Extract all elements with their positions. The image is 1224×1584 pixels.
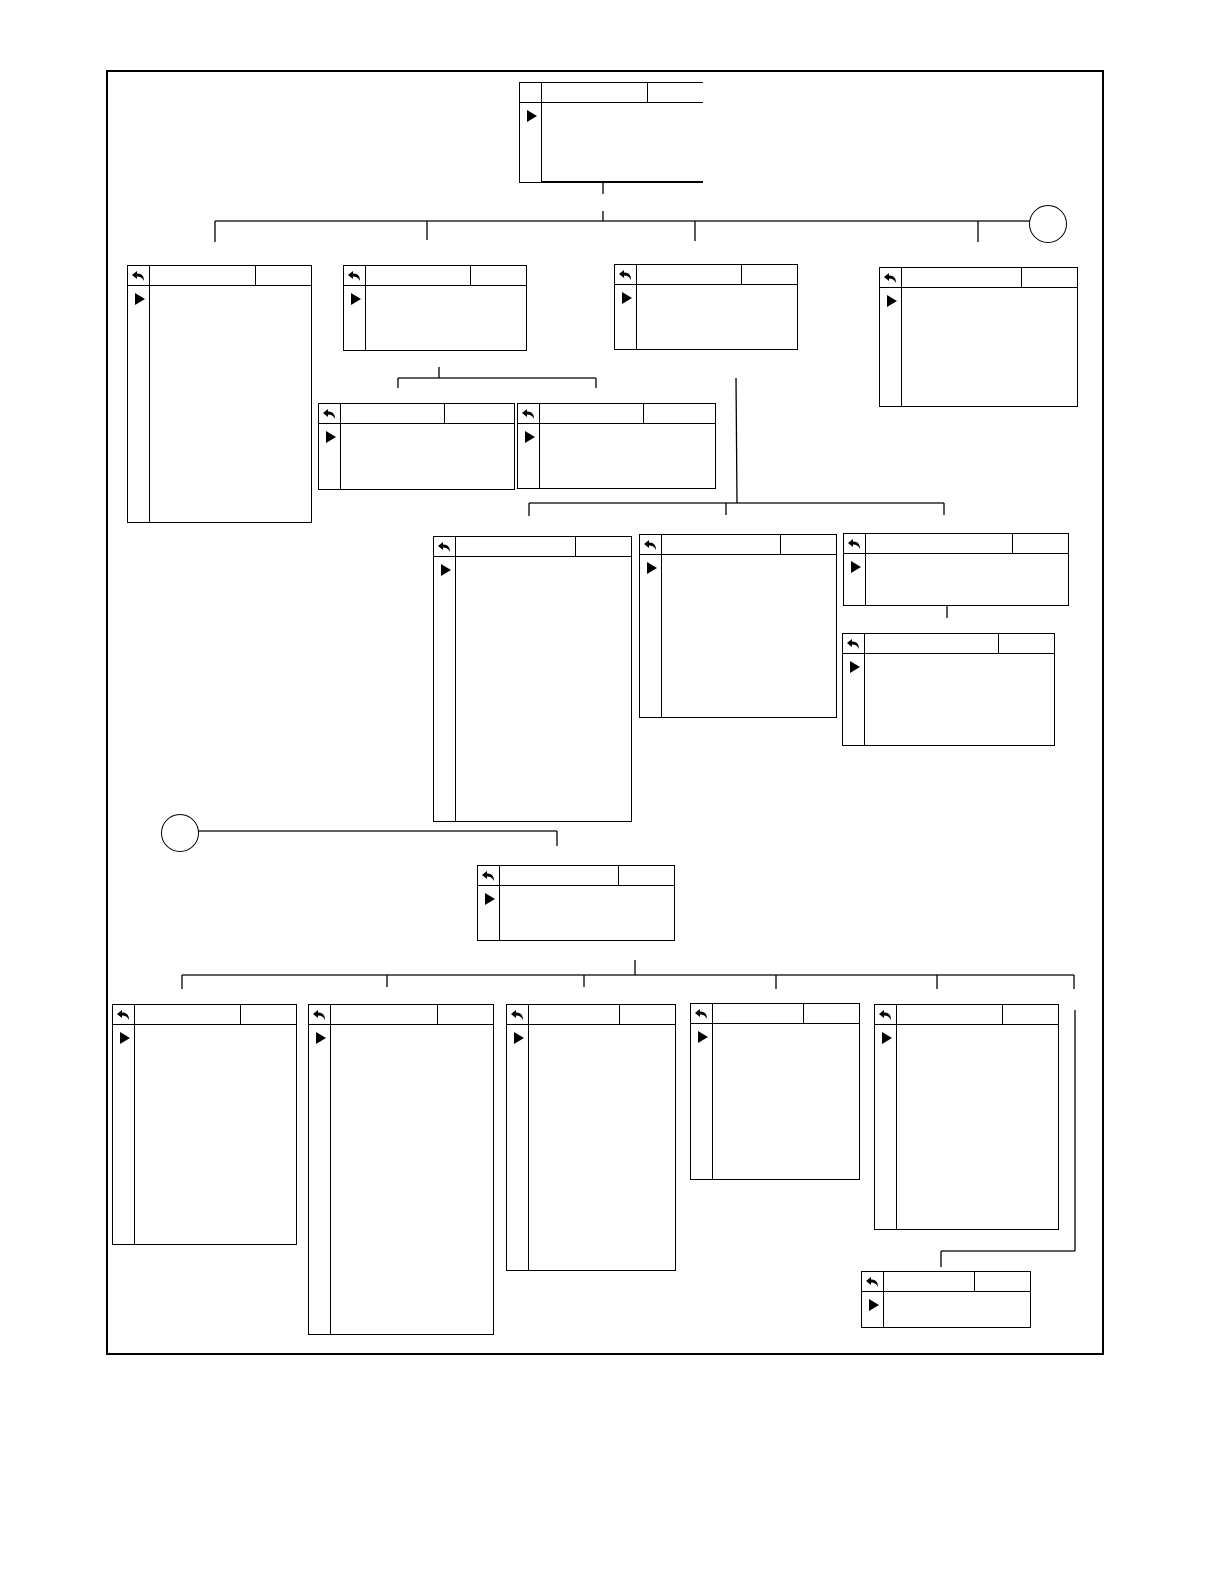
menu-header-field (470, 266, 526, 286)
play-triangle-icon (698, 1031, 708, 1043)
back-arrow-icon[interactable] (518, 404, 540, 424)
play-triangle-icon (850, 661, 860, 673)
menu-header-field (1002, 1005, 1058, 1025)
play-triangle-icon (851, 561, 861, 573)
off-page-connector-left (161, 814, 199, 852)
play-triangle-icon (882, 1032, 892, 1044)
menu-header-field (575, 537, 631, 557)
play-triangle-icon (527, 110, 537, 122)
menu-header-field (643, 404, 715, 424)
menu-3a[interactable] (433, 536, 632, 822)
menu-3b[interactable] (639, 534, 837, 718)
menu-1[interactable] (127, 265, 312, 523)
back-arrow-icon[interactable] (640, 535, 662, 555)
menu-header-field (437, 1005, 493, 1025)
play-triangle-icon (647, 562, 657, 574)
play-triangle-icon (887, 295, 897, 307)
menu-header-field (741, 265, 797, 285)
menu-2a[interactable] (318, 403, 515, 490)
play-triangle-icon (351, 293, 361, 305)
back-arrow-icon[interactable] (344, 266, 366, 286)
menu-header-field (444, 404, 514, 424)
menu-3[interactable] (614, 264, 798, 350)
menu-header-field (618, 866, 674, 886)
back-arrow-icon[interactable] (507, 1005, 529, 1025)
menu-header-field (974, 1272, 1030, 1292)
menu-header-field (998, 634, 1054, 654)
play-triangle-icon (622, 292, 632, 304)
menu-5b[interactable] (308, 1004, 494, 1335)
menu-header-field (1012, 534, 1068, 554)
menu-2b[interactable] (517, 403, 716, 489)
play-triangle-icon (135, 293, 145, 305)
back-arrow-icon[interactable] (862, 1272, 884, 1292)
menu-3c1[interactable] (842, 633, 1055, 746)
back-arrow-icon[interactable] (880, 268, 902, 288)
play-triangle-icon (441, 564, 451, 576)
play-triangle-icon (326, 431, 336, 443)
menu-header-field (255, 266, 311, 286)
menu-4[interactable] (879, 267, 1078, 407)
menu-2[interactable] (343, 265, 527, 351)
back-arrow-icon[interactable] (309, 1005, 331, 1025)
menu-header-field (240, 1005, 296, 1025)
back-arrow-icon[interactable] (434, 537, 456, 557)
menu-5[interactable] (477, 865, 675, 941)
root-menu[interactable] (519, 82, 703, 183)
play-triangle-icon (485, 893, 495, 905)
play-triangle-icon (120, 1032, 130, 1044)
play-triangle-icon (869, 1299, 879, 1311)
menu-5f[interactable] (861, 1271, 1031, 1328)
menu-header-field (803, 1004, 859, 1024)
menu-3c[interactable] (843, 533, 1069, 606)
menu-header-field (1021, 268, 1077, 288)
back-arrow-icon[interactable] (615, 265, 637, 285)
back-arrow-icon[interactable] (843, 634, 865, 654)
back-arrow-icon[interactable] (844, 534, 866, 554)
back-arrow-icon[interactable] (875, 1005, 897, 1025)
menu-5a[interactable] (112, 1004, 297, 1245)
play-triangle-icon (525, 431, 535, 443)
menu-header-field (780, 535, 836, 555)
back-arrow-icon[interactable] (319, 404, 341, 424)
back-arrow-icon[interactable] (691, 1004, 713, 1024)
menu-header-field (619, 1005, 675, 1025)
menu-header-field (647, 83, 703, 103)
play-triangle-icon (316, 1032, 326, 1044)
play-triangle-icon (514, 1032, 524, 1044)
menu-5e[interactable] (874, 1004, 1059, 1230)
menu-5c[interactable] (506, 1004, 676, 1271)
back-arrow-icon[interactable] (478, 866, 500, 886)
back-arrow-icon[interactable] (128, 266, 150, 286)
menu-5d[interactable] (690, 1003, 860, 1180)
off-page-connector-right (1029, 205, 1067, 243)
back-arrow-icon[interactable] (113, 1005, 135, 1025)
